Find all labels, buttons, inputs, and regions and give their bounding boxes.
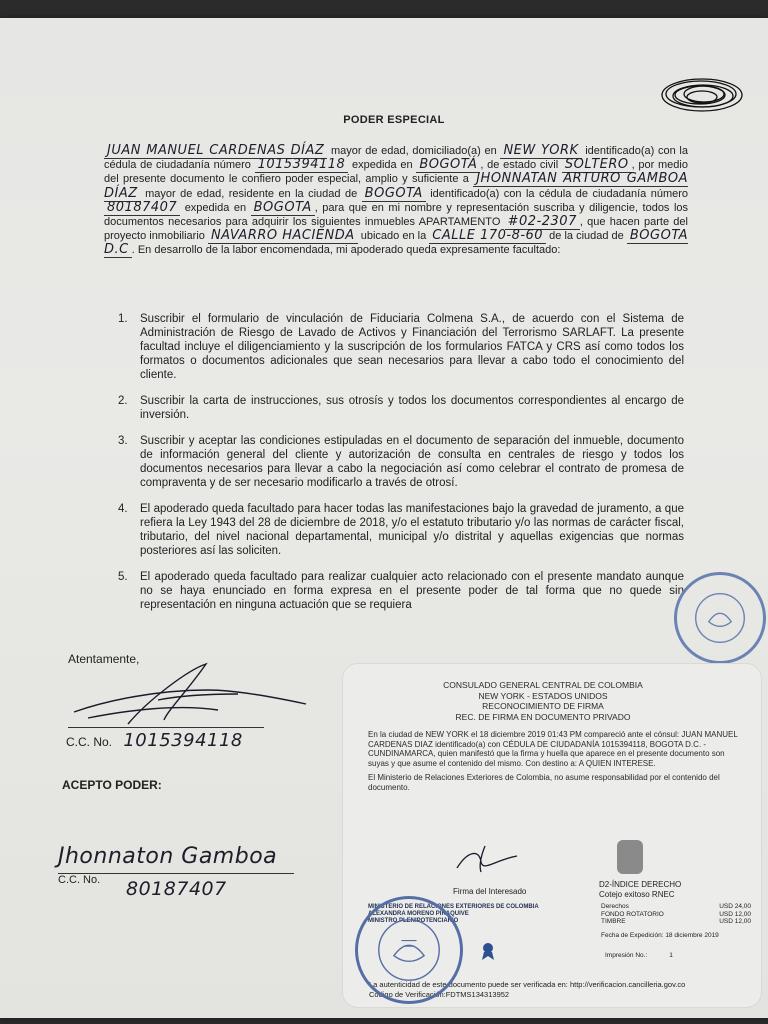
grantor-id-line [66, 730, 243, 751]
grantor-name: JUAN MANUEL CARDENAS DÍAZ [104, 143, 327, 159]
intro-text-1: mayor de edad, domiciliado(a) en [330, 145, 497, 157]
ministry-line-1: MINISTERIO DE RELACIONES EXTERIORES DE COLOMBIA [368, 904, 539, 910]
interested-signature-icon [451, 842, 521, 878]
ministry-line-3: MINISTRO PLENIPOTENCIARIO [368, 918, 459, 924]
fingerprint-icon [617, 840, 643, 874]
property-address: CALLE 170-8-60 [429, 228, 546, 244]
seal-ribbon-icon [482, 942, 494, 960]
cc-label: C.C. No. [66, 735, 113, 749]
grantor-id: 1015394118 [255, 157, 349, 173]
intro-text-10: , que hacen parte del proyecto inmobiliario [104, 216, 688, 243]
grantor-signature-icon [68, 660, 308, 730]
consulate-line-4: REC. DE FIRMA EN DOCUMENTO PRIVADO [455, 711, 631, 722]
grantor-civil: SOLTERO [562, 157, 632, 173]
item-number: 4. [118, 503, 128, 515]
print-number [605, 952, 673, 959]
intro-text-6: mayor de edad, residente en la ciudad de [145, 187, 358, 200]
print-label: Impresión No.: [605, 952, 648, 959]
issue-date: Fecha de Expedición: 18 diciembre 2019 [601, 932, 719, 939]
consulate-line-3: RECONOCIMIENTO DE FIRMA [482, 701, 604, 711]
consulate-body [368, 730, 743, 798]
attorney-cc-number: 80187407 [126, 878, 227, 900]
signature-caption: Firma del Interesado [453, 887, 527, 896]
verification-url: La autenticidad de este documento puede ser verificada en: http://verificacion.cancilleria.gov.co [369, 980, 686, 989]
item-number: 2. [118, 395, 128, 407]
scribble-mark-icon [657, 70, 747, 120]
list-item [104, 570, 684, 612]
fee-value: USD 12,00 [719, 918, 751, 925]
attorney-id: 80187407 [104, 200, 180, 216]
grantor-city: NEW YORK [500, 143, 581, 159]
accept-label: ACEPTO PODER: [62, 778, 162, 792]
fee-value: USD 12,00 [719, 910, 751, 918]
consulate-line-2: NEW YORK - ESTADOS UNIDOS [478, 690, 608, 701]
cc-label: C.C. No. [58, 874, 101, 886]
consulate-paragraph-1: En la ciudad de NEW YORK el 18 diciembre 2019 01:43 PM compareció ante el cónsul: JUAN MANUEL CARDENAS DIAZ identificado(a) con CÉDULA DE CIUDADANÍA 1015394118, BOGOTA D.C. - CUNDINAMARCA, quien manifestó que la firma y huella que aparece en el presente documento son suyas y que asume el contenido del mismo. Con destino a: A QUIEN INTERESE. [368, 730, 738, 768]
fee-label: TIMBRE [601, 918, 626, 925]
property-city: BOGOTA D.C [104, 228, 688, 258]
attorney-signature: Jhonnaton Gamboa [58, 844, 278, 869]
verification-code: Código de Verificación:FDTMS134313952 [369, 990, 510, 999]
item-text: Suscribir la carta de instrucciones, sus otrosís y todos los documentos correspondientes al encargo de inversión. [140, 395, 684, 421]
print-value: 1 [669, 952, 673, 959]
closing-text: Atentamente, [68, 652, 140, 666]
document-page [0, 18, 768, 1018]
intro-text-9: , para que en mi nombre y representación suscriba y diligencie, todos los documentos necesarios para adquirir los siguientes inmuebles APARTAMENTO [104, 201, 689, 229]
grantor-issued: BOGOTÁ [416, 157, 480, 173]
item-text: Suscribir el formulario de vinculación de Fiduciaria Colmena S.A., de acuerdo con el Sistema de Administración de Riesgo de Lavado de Activos y Financiación del Terrorismo SARLAFT. La presente facultad incluye el diligenciamiento y la suscripción de los formularios FATCA y CRS así como todos los formatos o documentos adicionales que sean necesarios para llevar a cabo todo el conocimiento del cliente. [140, 313, 684, 381]
fee-value: USD 24,00 [719, 903, 751, 910]
consulate-paragraph-2: El Ministerio de Relaciones Exteriores de Colombia, no asume responsabilidad por el contenido del documento. [368, 773, 720, 792]
consulate-line-1: CONSULADO GENERAL CENTRAL DE COLOMBIA [443, 680, 643, 690]
list-item [104, 394, 684, 422]
fingerprint-check: Cotejo exitoso RNEC [599, 889, 675, 899]
intro-text-8: expedida en [184, 201, 247, 214]
fingerprint-info [599, 880, 749, 899]
table-row [601, 911, 751, 919]
attorney-name: JHONNATAN ARTURO GAMBOA DÍAZ [104, 171, 688, 201]
intro-text-11: ubicado en la [360, 230, 427, 243]
table-row [601, 903, 751, 911]
intro-text-12: de la ciudad de [549, 230, 624, 243]
property-unit: #02-2307 [505, 214, 580, 230]
intro-paragraph [104, 144, 688, 258]
attorney-issued: BOGOTA [251, 200, 315, 216]
intro-text-5: , por medio del presente documento le confiero poder especial, amplio y suficiente a [104, 159, 688, 186]
list-item [104, 434, 684, 490]
signature-line [68, 727, 264, 728]
grantor-cc-number: 1015394118 [123, 730, 243, 751]
item-text: El apoderado queda facultado para realizar cualquier acto relacionado con el presente mandato aunque no se haya enunciado en forma expresa en el presente poder de tal forma que no quede sin representación en ninguna actuación que se requiera [140, 571, 684, 611]
item-text: El apoderado queda facultado para hacer todas las manifestaciones bajo la gravedad de juramento, a que refiera la Ley 1943 del 28 de diciembre de 2018, y/o el estatuto tributario y/o las normas de carácter fiscal, tributario, del nivel nacional departamental, municipal y/o distrital y aquellas exigencias que normas posteriores así las soliciten. [140, 503, 684, 557]
intro-text-4: , de estado civil [480, 159, 559, 172]
document-title: PODER ESPECIAL [343, 114, 445, 126]
fee-label: Derechos [601, 903, 629, 910]
property-project: NAVARRO HACIENDA [208, 228, 358, 244]
attorney-city: BOGOTA [362, 186, 426, 202]
intro-text-7: identificado(a) con la cédula de ciudadanía número [430, 187, 689, 200]
consulate-stamp-icon [674, 572, 766, 664]
intro-text-2: identificado(a) con la cédula de ciudadanía número [104, 145, 688, 172]
item-text: Suscribir y aceptar las condiciones estipuladas en el documento de separación del inmueble, documento de información general del cliente y autorización de consulta en centrales de riesgo y todos los documentos necesarios para llevar a cabo la negociación así como celebrar el contrato de promesa de compraventa y de ser necesario modificarlo a través de otrosí. [140, 435, 684, 489]
intro-text-3: expedida en [352, 159, 413, 172]
fees-table [601, 903, 751, 926]
consulate-seal-icon [355, 896, 463, 1004]
item-number: 3. [118, 435, 128, 447]
list-item [104, 312, 684, 382]
item-number: 1. [118, 313, 128, 325]
faculties-list [104, 312, 684, 624]
intro-text-13: . En desarrollo de la labor encomendada, mi apoderado queda expresamente facultado: [131, 244, 561, 257]
ministry-line-2: ALEXANDRA MORENO PIRAQUIVE [368, 911, 469, 917]
consulate-header [343, 680, 743, 722]
list-item [104, 502, 684, 558]
fingerprint-index: D2-ÍNDICE DERECHO [599, 880, 682, 889]
fee-label: FONDO ROTATORIO [601, 910, 664, 918]
table-row [601, 918, 751, 926]
item-number: 5. [118, 571, 128, 583]
